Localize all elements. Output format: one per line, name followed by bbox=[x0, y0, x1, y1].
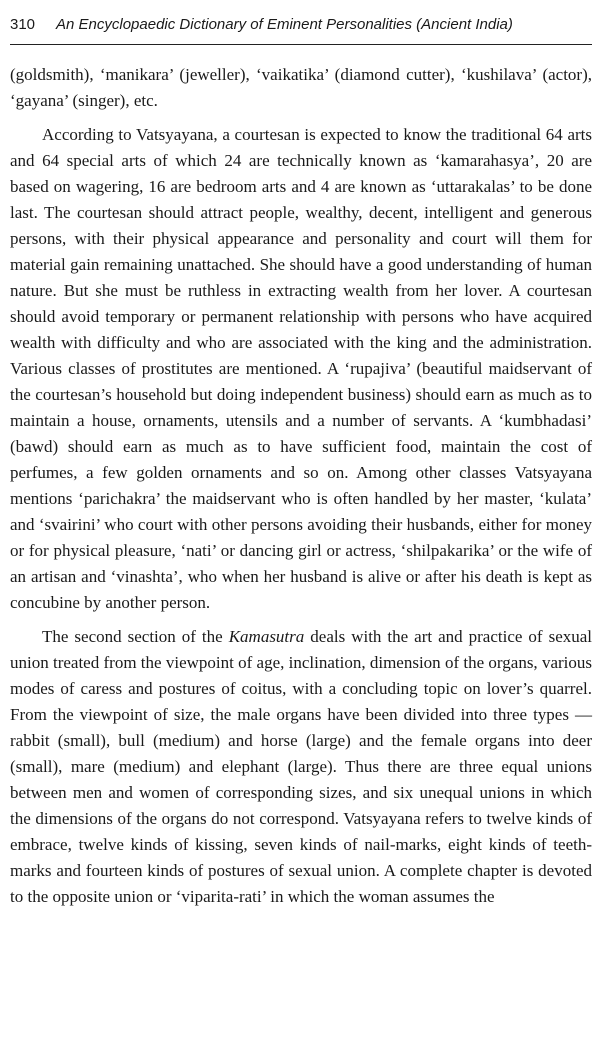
book-title-kamasutra: Kamasutra bbox=[228, 627, 305, 646]
paragraph-second-section bbox=[10, 624, 592, 910]
running-title: An Encyclopaedic Dictionary of Eminent Personalities (Ancient India) bbox=[56, 16, 513, 33]
paragraph-text-after: deals with the art and practice of sexual union treated from the viewpoint of age, inclination, dimension of the organs, various modes of caress and postures of coitus, with a concluding topic on lover’s quarrel. From the viewpoint of size, the male organs have been divided into three types — rabbit (small), bull (medium) and horse (large) and the female organs into deer (small), mare (medium) and elephant (large). Thus there are three equal unions between men and women of corresponding sizes, and six unequal unions in which the dimensions of the organs do not correspond. Vatsyayana refers to twelve kinds of embrace, twelve kinds of kissing, seven kinds of nail-marks, eight kinds of teeth-marks and fourteen kinds of postures of sexual union. A complete chapter is devoted to the opposite union or ‘viparita-rati’ in which the woman assumes the bbox=[10, 627, 593, 906]
paragraph-courtesan-arts: According to Vatsyayana, a courtesan is expected to know the traditional 64 arts and 64 special arts of which 24 are technically known as ‘kamarahasya’, 20 are based on wagering, 16 are bedroom arts and 4 are known as ‘uttarakalas’ to be done last. The courtesan should attract people, wealthy, decent, intelligent and generous persons, with their physical appearance and personality and court will them for material gain remaining unattached. She should have a good understanding of human nature. But she must be ruthless in extracting wealth from her lover. A courtesan should avoid temporary or permanent relationship with persons who have acquired wealth with difficulty and who are associated with the king and the administration. Various classes of prostitutes are mentioned. A ‘rupajiva’ (beautiful maidservant of the courtesan’s household but doing independent business) should earn as much as to maintain a house, ornaments, utensils and a number of servants. A ‘kumbhadasi’ (bawd) should earn as much as to have sufficient food, maintain the cost of perfumes, a few golden ornaments and so on. Among other classes Vatsyayana mentions ‘parichakra’ the maidservant who is often handled by her master, ‘kulata’ and ‘svairini’ who court with other persons avoiding their husbands, either for money or for physical pleasure, ‘nati’ or dancing girl or actress, ‘shilpakarika’ or the wife of an artisan and ‘vinashta’, who when her husband is alive or after his death is kept as concubine by another person. bbox=[10, 125, 592, 612]
page-number: 310 bbox=[10, 16, 36, 33]
paragraph-continued: (goldsmith), ‘manikara’ (jeweller), ‘vaikatika’ (diamond cutter), ‘kushilava’ (actor), ‘gayana’ (singer), etc. bbox=[10, 65, 592, 110]
paragraph-text-before: The second section of the bbox=[42, 627, 229, 646]
book-page bbox=[10, 0, 592, 1039]
page-body bbox=[10, 62, 592, 918]
page-header bbox=[10, 16, 592, 38]
header-rule bbox=[10, 44, 592, 45]
